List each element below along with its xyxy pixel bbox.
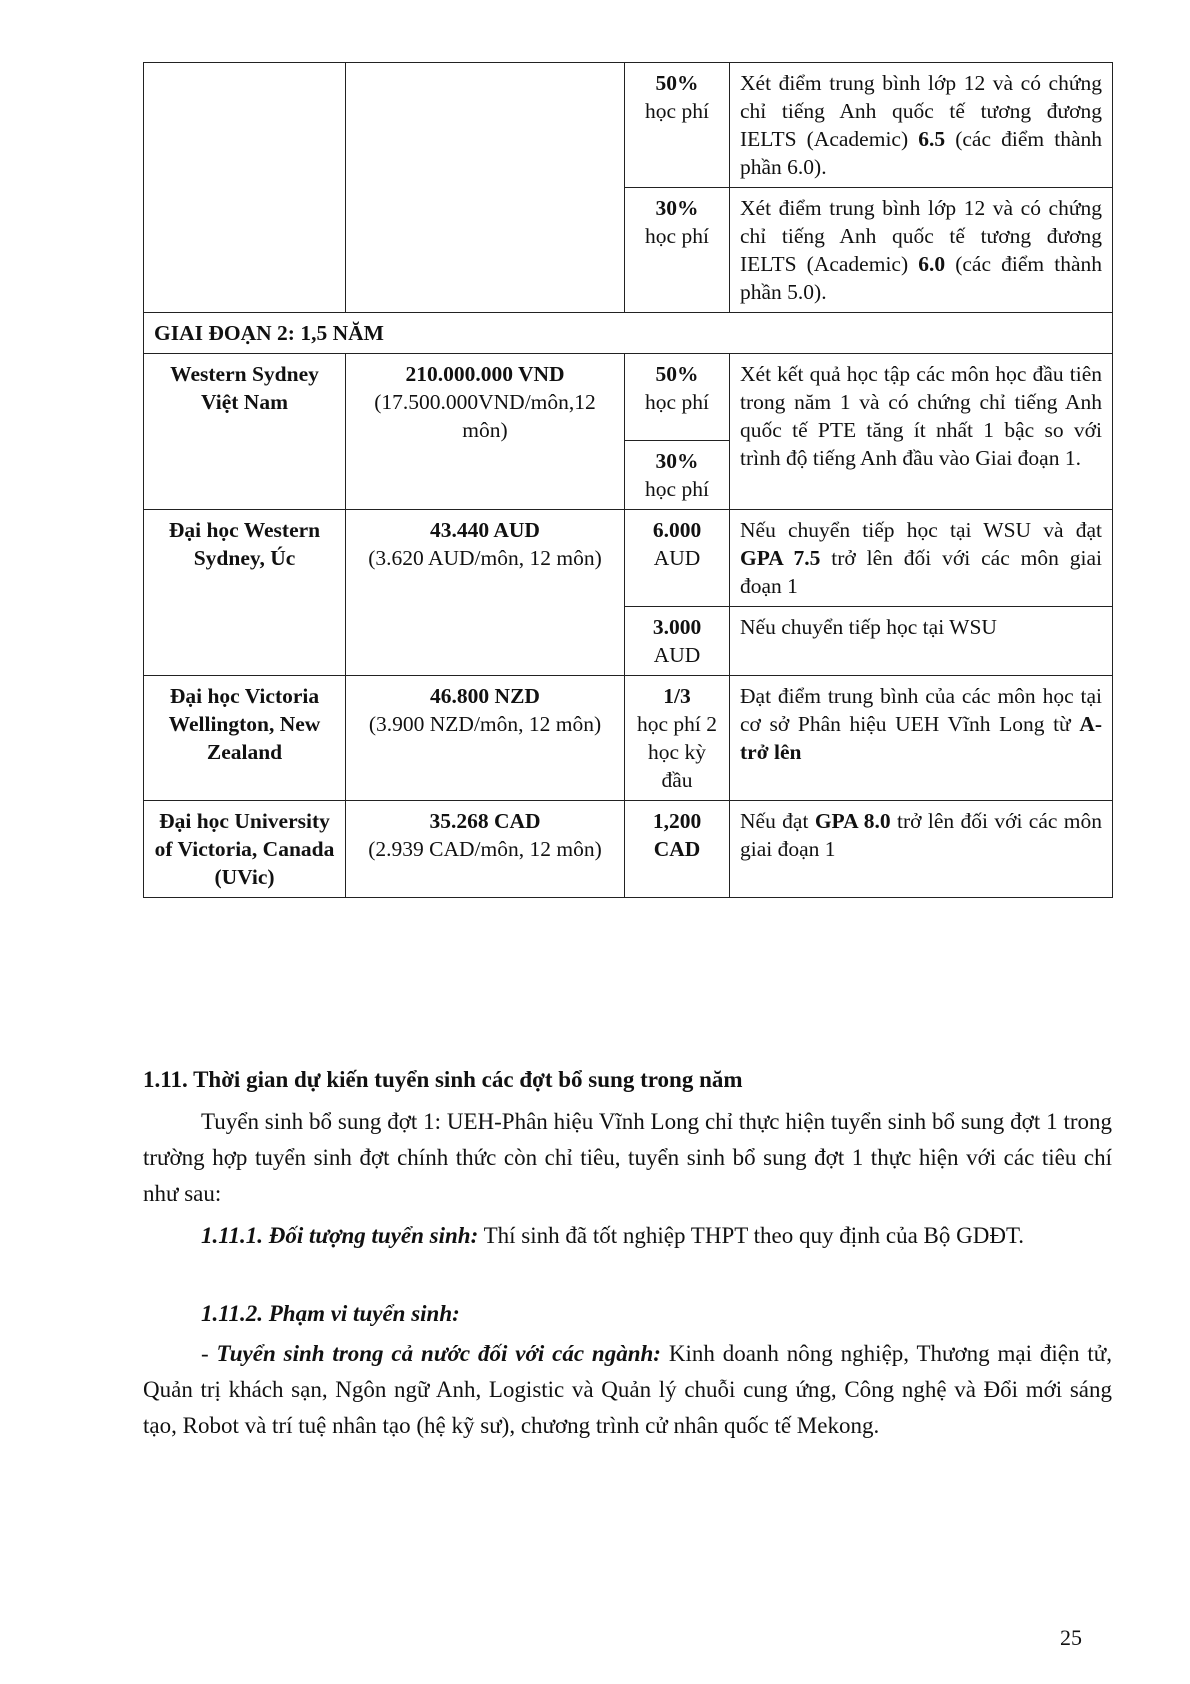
- table-row: [144, 354, 1113, 441]
- criteria-cell: Nếu chuyển tiếp học tại WSU và đạt GPA 7.5 trở lên đối với các môn giai đoạn 1: [730, 510, 1113, 607]
- tuition-cell: 35.268 CAD (2.939 CAD/môn, 12 môn): [346, 801, 625, 898]
- scholarship-table: [143, 62, 1113, 898]
- criteria-cell: Xét kết quả học tập các môn học đầu tiên trong năm 1 và có chứng chỉ tiếng Anh quốc tế PTE tăng ít nhất 1 bậc so với trình độ tiếng Anh đầu vào Giai đoạn 1.: [730, 354, 1113, 510]
- subsection-1: 1.11.1. Đối tượng tuyển sinh: Thí sinh đã tốt nghiệp THPT theo quy định của Bộ GDĐT.: [201, 1223, 1025, 1248]
- tuition-cell: 46.800 NZD (3.900 NZD/môn, 12 môn): [346, 676, 625, 801]
- criteria-cell: Xét điểm trung bình lớp 12 và có chứng chỉ tiếng Anh quốc tế tương đương IELTS (Academic) 6.0 (các điểm thành phần 5.0).: [730, 188, 1113, 313]
- subsection-2-heading: 1.11.2. Phạm vi tuyển sinh:: [201, 1301, 460, 1326]
- rate-cell: 1,200 CAD: [625, 801, 730, 898]
- rate-cell: 30% học phí: [625, 188, 730, 313]
- school-name: Đại học Western Sydney, Úc: [144, 510, 346, 676]
- tuition-cell: 210.000.000 VND (17.500.000VND/môn,12 môn): [346, 354, 625, 510]
- rate-cell: 6.000 AUD: [625, 510, 730, 607]
- rate-cell: 50% học phí: [625, 354, 730, 441]
- criteria-cell: Xét điểm trung bình lớp 12 và có chứng chỉ tiếng Anh quốc tế tương đương IELTS (Academic) 6.5 (các điểm thành phần 6.0).: [730, 63, 1113, 188]
- criteria-cell: Nếu chuyển tiếp học tại WSU: [730, 607, 1113, 676]
- rate-cell: 3.000 AUD: [625, 607, 730, 676]
- bullet-paragraph: - Tuyển sinh trong cả nước đối với các ngành: Kinh doanh nông nghiệp, Thương mại điện tử, Quản trị khách sạn, Ngôn ngữ Anh, Logistic và Quản lý chuỗi cung ứng, Công nghệ và Đổi mới sáng tạo, Robot và trí tuệ nhân tạo (hệ kỹ sư), chương trình cử nhân quốc tế Mekong.: [143, 1341, 1112, 1438]
- table-row: [144, 313, 1113, 354]
- section-heading: 1.11. Thời gian dự kiến tuyển sinh các đợt bổ sung trong năm: [143, 1067, 743, 1092]
- phase-2-header: GIAI ĐOẠN 2: 1,5 NĂM: [144, 313, 1113, 354]
- empty-school-cell: [144, 63, 346, 313]
- school-name: Western Sydney Việt Nam: [144, 354, 346, 510]
- school-name: Đại học Victoria Wellington, New Zealand: [144, 676, 346, 801]
- page-number: 25: [1060, 1625, 1082, 1650]
- criteria-cell: Đạt điểm trung bình của các môn học tại cơ sở Phân hiệu UEH Vĩnh Long từ A- trở lên: [730, 676, 1113, 801]
- criteria-cell: Nếu đạt GPA 8.0 trở lên đối với các môn giai đoạn 1: [730, 801, 1113, 898]
- rate-cell: 50% học phí: [625, 63, 730, 188]
- table-row: [144, 676, 1113, 801]
- empty-fee-cell: [346, 63, 625, 313]
- paragraph: Tuyển sinh bổ sung đợt 1: UEH-Phân hiệu Vĩnh Long chỉ thực hiện tuyển sinh bổ sung đợt 1 trong trường hợp tuyển sinh đợt chính thức còn chỉ tiêu, tuyển sinh bổ sung đợt 1 thực hiện với các tiêu chí như sau:: [143, 1109, 1112, 1206]
- rate-cell: 1/3 học phí 2 học kỳ đầu: [625, 676, 730, 801]
- tuition-cell: 43.440 AUD (3.620 AUD/môn, 12 môn): [346, 510, 625, 676]
- rate-cell: 30% học phí: [625, 441, 730, 510]
- table-row: [144, 801, 1113, 898]
- table-row: [144, 63, 1113, 188]
- table-row: [144, 510, 1113, 607]
- school-name: Đại học University of Victoria, Canada (UVic): [144, 801, 346, 898]
